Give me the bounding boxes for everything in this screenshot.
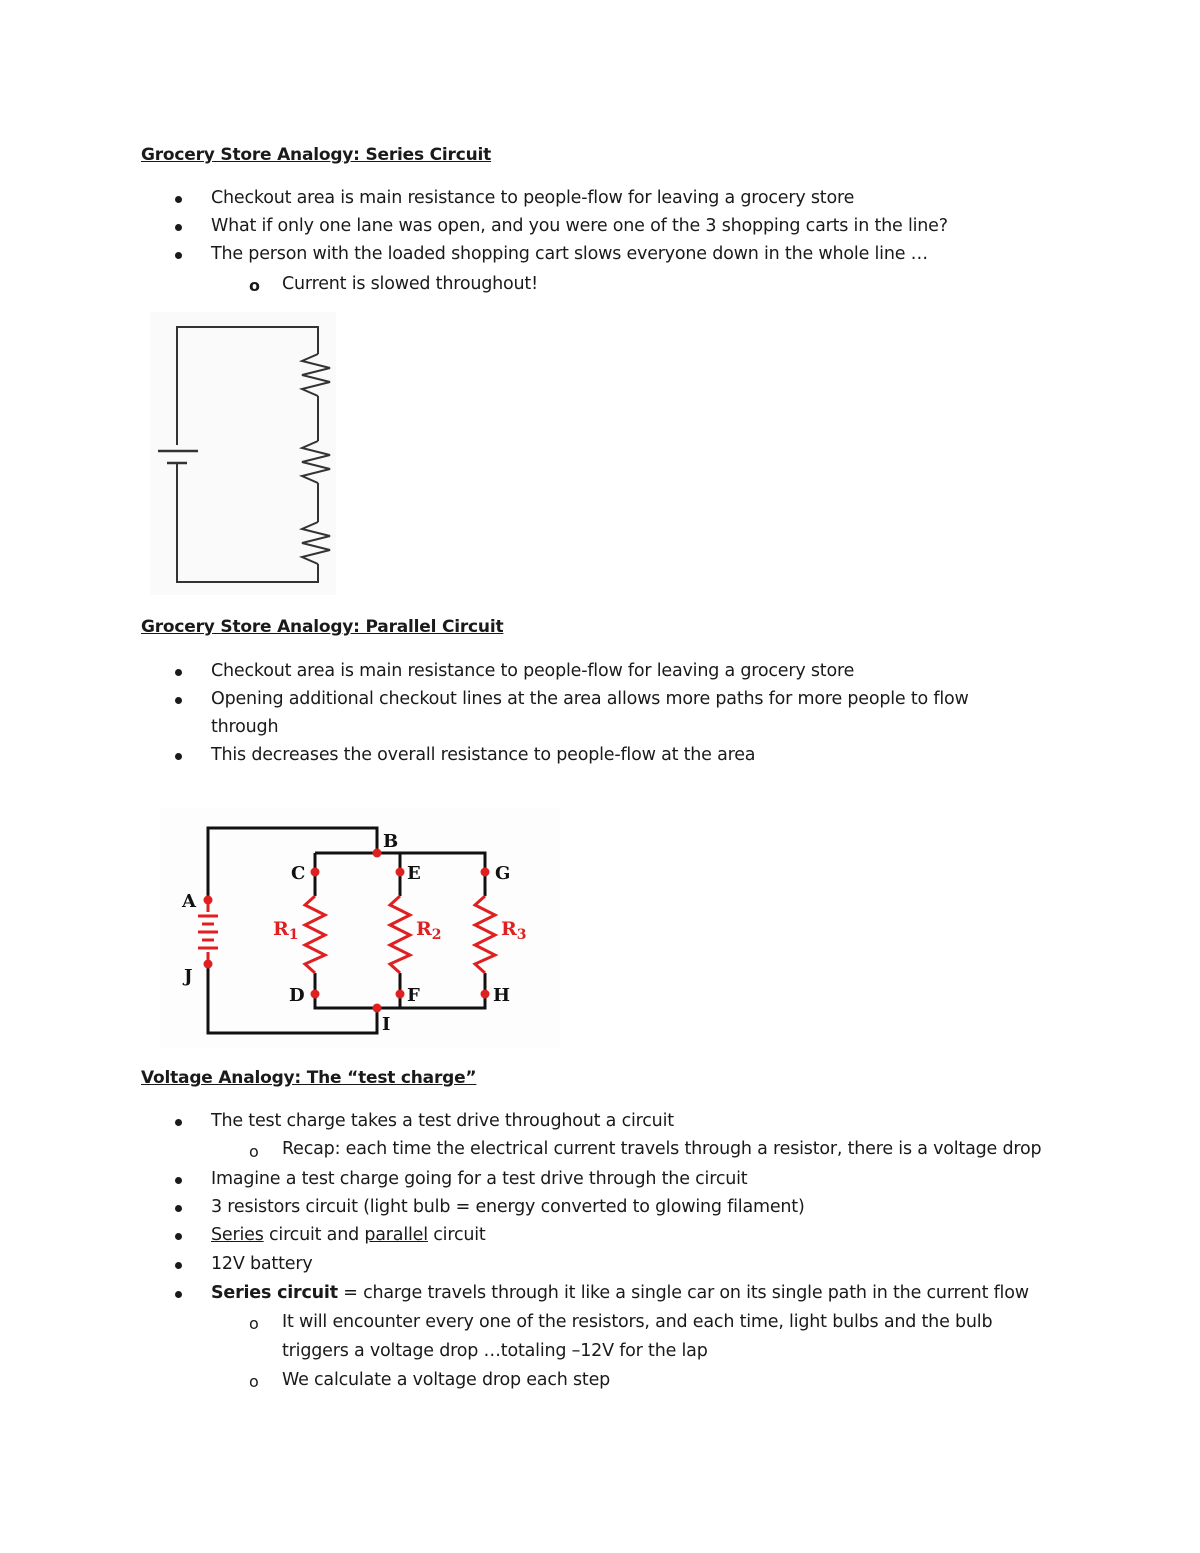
voltage-sub-3: We calculate a voltage drop each step bbox=[282, 1370, 611, 1390]
bullet-6-text: = charge travels through it like a single car on its single path in the current flow bbox=[337, 1283, 1029, 1303]
sub-bullet-marker: o bbox=[249, 276, 260, 295]
series-bullet-1: Checkout area is main resistance to people-flow for leaving a grocery store bbox=[211, 188, 855, 208]
bullet-dot bbox=[175, 252, 182, 259]
bullet-dot bbox=[175, 1205, 182, 1212]
voltage-bullet-2: Imagine a test charge going for a test drive through the circuit bbox=[211, 1169, 748, 1189]
node-g-dot bbox=[481, 868, 490, 877]
node-label-j: J bbox=[184, 966, 193, 987]
sub-bullet-marker: o bbox=[249, 1372, 259, 1391]
bullet-dot bbox=[175, 1291, 182, 1298]
node-f-dot bbox=[396, 990, 405, 999]
parallel-bullet-2-continued: through bbox=[211, 717, 279, 737]
node-label-a: A bbox=[182, 891, 196, 912]
node-label-d: D bbox=[289, 985, 305, 1006]
parallel-bullet-3: This decreases the overall resistance to people-flow at the area bbox=[211, 745, 756, 765]
bullet-dot bbox=[175, 669, 182, 676]
series-circuit-diagram bbox=[150, 312, 340, 597]
parallel-heading: Grocery Store Analogy: Parallel Circuit bbox=[141, 617, 504, 637]
node-label-h: H bbox=[493, 985, 511, 1006]
node-c-dot bbox=[311, 868, 320, 877]
series-link-text: Series bbox=[211, 1225, 264, 1245]
resistor-label-r1-sub: 1 bbox=[288, 927, 299, 943]
node-label-e: E bbox=[407, 863, 421, 884]
node-label-c: C bbox=[291, 863, 306, 884]
node-e-dot bbox=[396, 868, 405, 877]
voltage-bullet-3: 3 resistors circuit (light bulb = energy converted to glowing filament) bbox=[211, 1197, 805, 1217]
bullet-dot bbox=[175, 1119, 182, 1126]
resistor-label-r2-sub: 2 bbox=[431, 927, 442, 943]
bullet-dot bbox=[175, 753, 182, 760]
voltage-heading: Voltage Analogy: The “test charge” bbox=[141, 1068, 477, 1088]
voltage-bullet-6 bbox=[211, 1283, 1029, 1303]
voltage-sub-2-line-1: It will encounter every one of the resistors, and each time, light bulbs and the bulb bbox=[282, 1312, 993, 1332]
bullet-dot bbox=[175, 196, 182, 203]
parallel-circuit-diagram bbox=[160, 808, 560, 1048]
node-label-f: F bbox=[407, 985, 420, 1006]
diagram-background bbox=[160, 808, 560, 1048]
voltage-bullet-5: 12V battery bbox=[211, 1254, 313, 1274]
bullet-dot bbox=[175, 1177, 182, 1184]
node-label-g: G bbox=[495, 863, 511, 884]
bullet-4-text: circuit and bbox=[263, 1225, 365, 1245]
bullet-dot bbox=[175, 1262, 182, 1269]
series-bullet-2: What if only one lane was open, and you were one of the 3 shopping carts in the line? bbox=[211, 216, 948, 236]
node-j-dot bbox=[204, 960, 213, 969]
parallel-bullet-1: Checkout area is main resistance to people-flow for leaving a grocery store bbox=[211, 661, 855, 681]
series-sub-bullet: Current is slowed throughout! bbox=[282, 274, 538, 294]
node-label-b: B bbox=[383, 831, 399, 852]
parallel-link-text: parallel bbox=[364, 1225, 428, 1245]
voltage-sub-2-line-2: triggers a voltage drop …totaling –12V for the lap bbox=[282, 1341, 708, 1361]
series-bullet-3: The person with the loaded shopping cart slows everyone down in the whole line … bbox=[211, 244, 928, 264]
sub-bullet-marker: o bbox=[249, 1314, 259, 1333]
resistor-label-r2-letter: R bbox=[416, 918, 432, 940]
resistor-label-r3-sub: 3 bbox=[516, 927, 527, 943]
bullet-4-text-end: circuit bbox=[427, 1225, 486, 1245]
bullet-dot bbox=[175, 1233, 182, 1240]
node-label-i: I bbox=[382, 1014, 391, 1035]
node-i-dot bbox=[373, 1004, 382, 1013]
node-d-dot bbox=[311, 990, 320, 999]
resistor-label-r3-letter: R bbox=[501, 918, 517, 940]
node-a-dot bbox=[204, 896, 213, 905]
voltage-sub-1: Recap: each time the electrical current travels through a resistor, there is a voltage drop bbox=[282, 1139, 1042, 1159]
node-h-dot bbox=[481, 990, 490, 999]
series-circuit-bold: Series circuit bbox=[211, 1283, 338, 1303]
resistor-label-r1-letter: R bbox=[273, 918, 289, 940]
sub-bullet-marker: o bbox=[249, 1142, 259, 1161]
bullet-dot bbox=[175, 224, 182, 231]
voltage-bullet-4 bbox=[211, 1225, 486, 1245]
parallel-bullet-2: Opening additional checkout lines at the area allows more paths for more people to flow bbox=[211, 689, 969, 709]
bullet-dot bbox=[175, 697, 182, 704]
node-b-dot bbox=[373, 849, 382, 858]
voltage-bullet-1: The test charge takes a test drive throughout a circuit bbox=[211, 1111, 674, 1131]
series-heading: Grocery Store Analogy: Series Circuit bbox=[141, 145, 492, 165]
